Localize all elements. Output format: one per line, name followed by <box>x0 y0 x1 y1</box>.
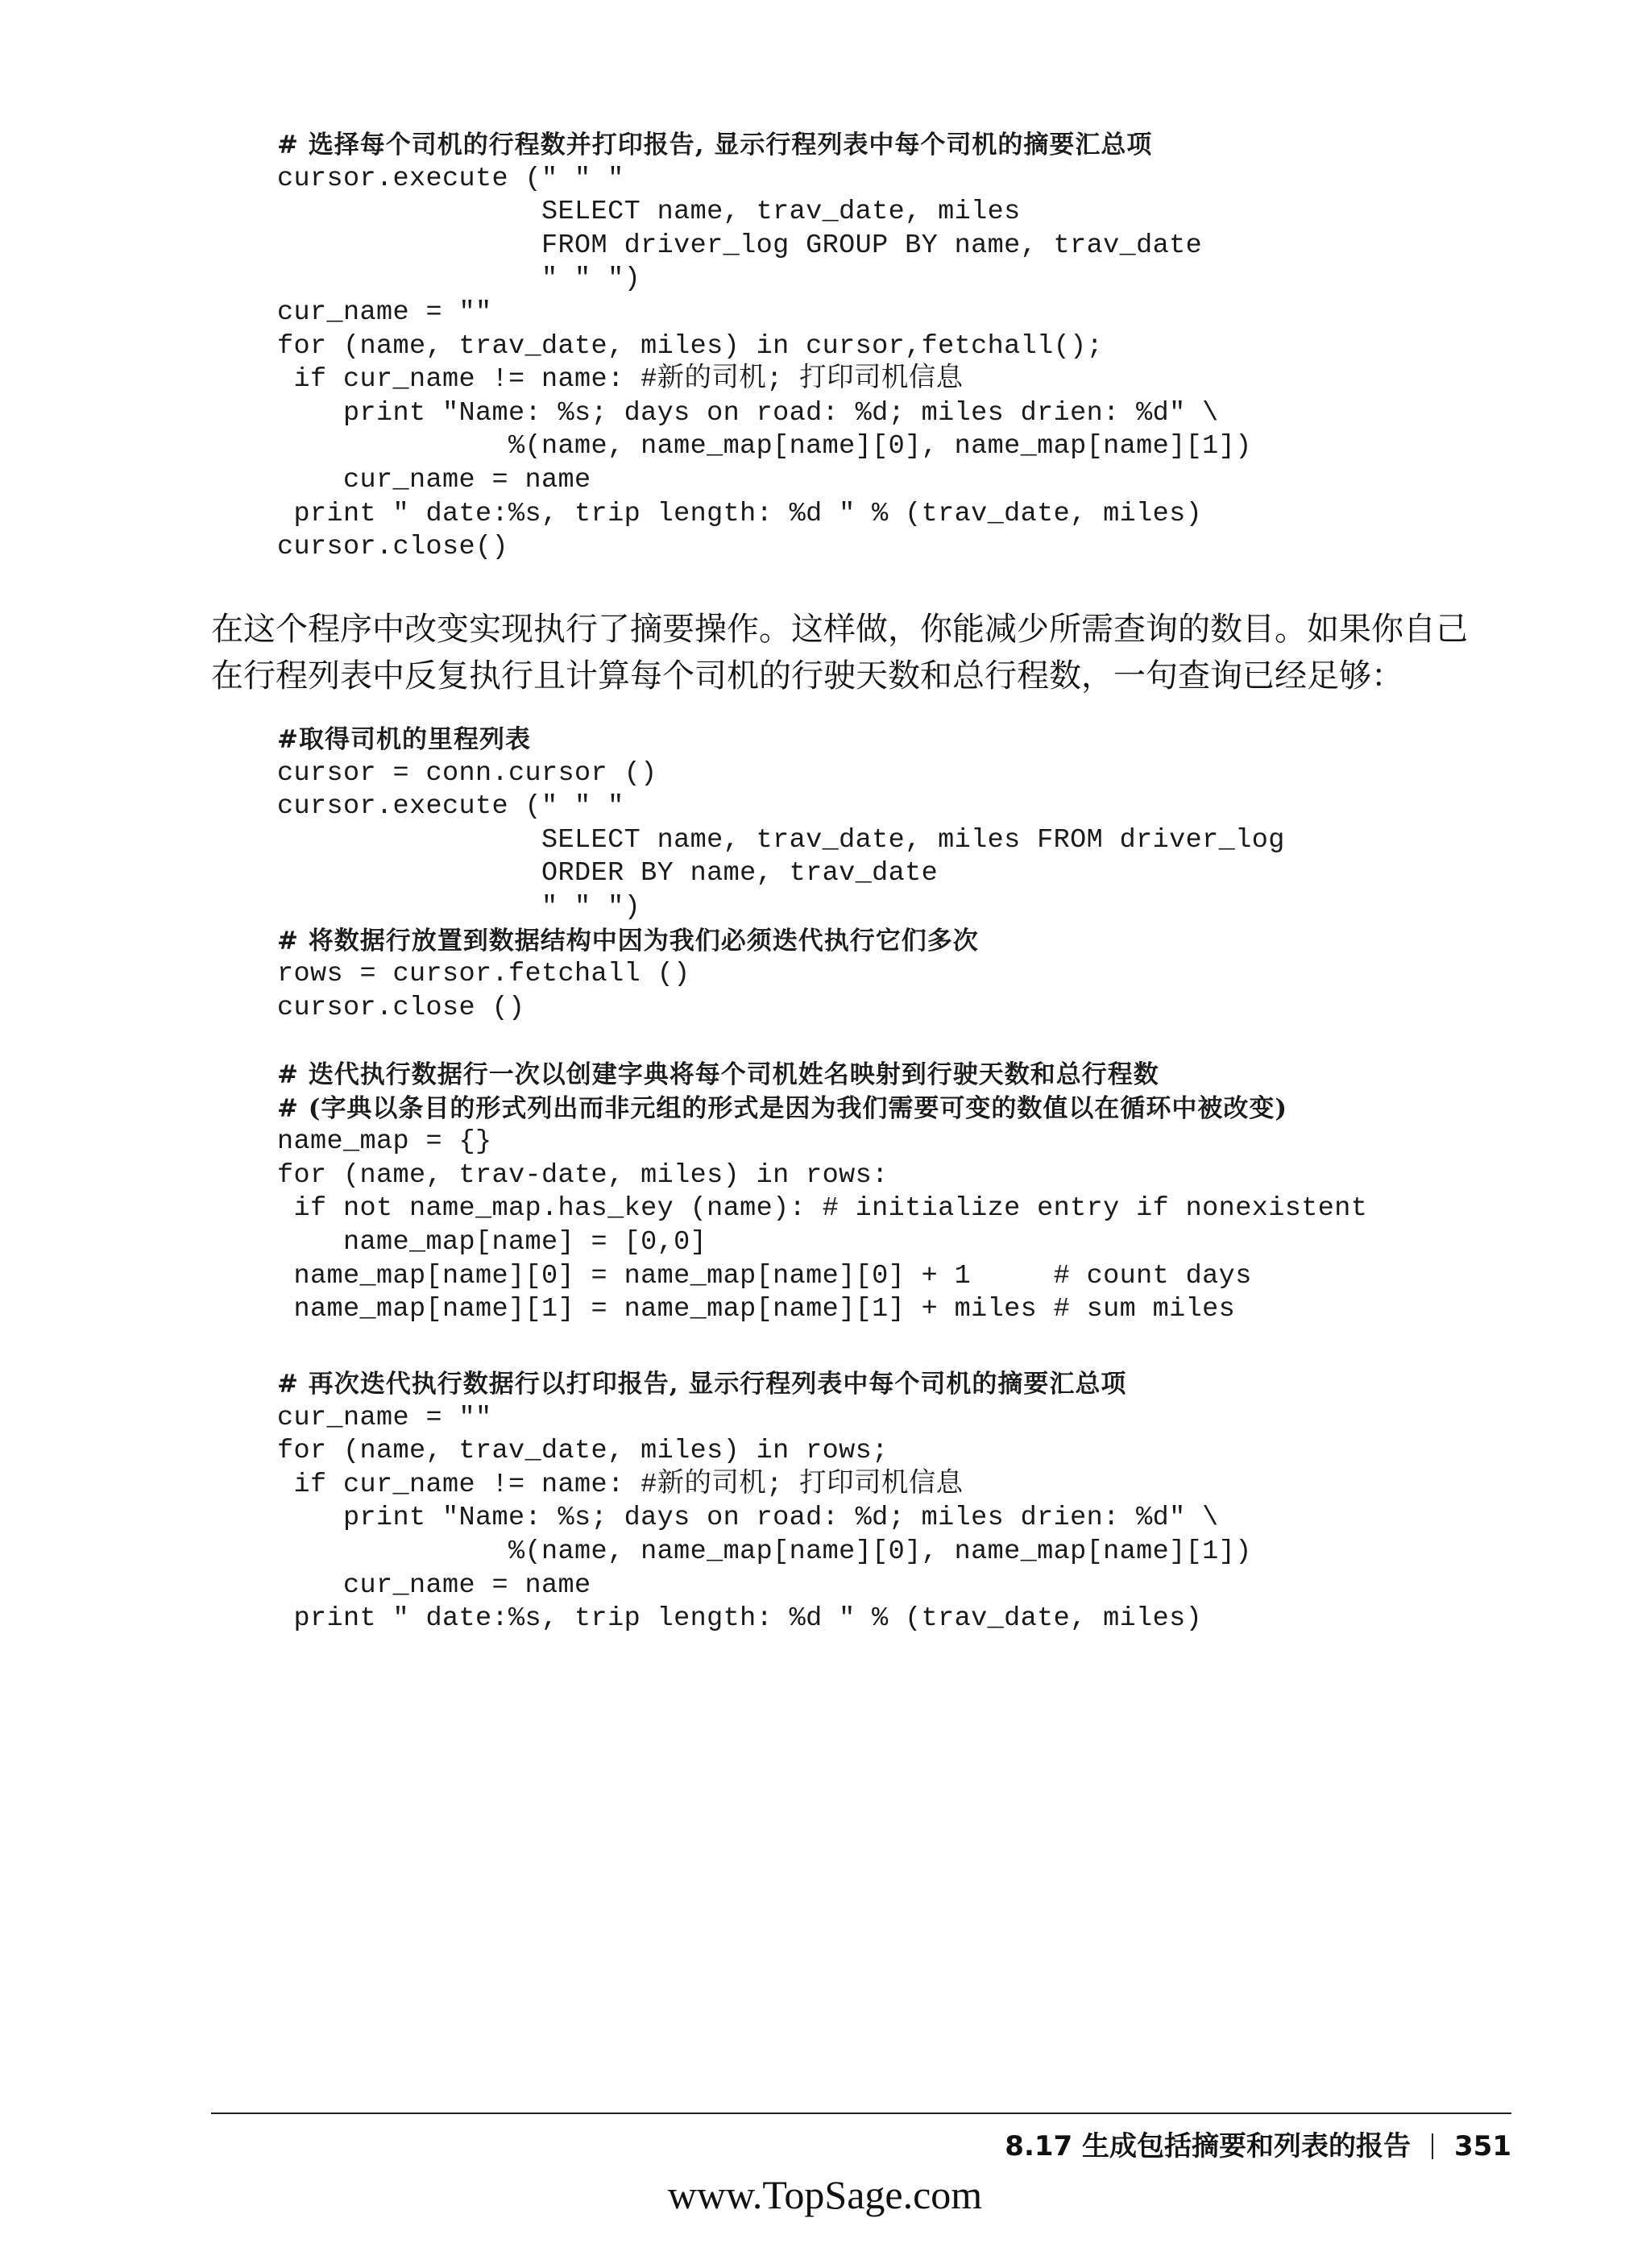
section-title: 8.17 生成包括摘要和列表的报告 <box>1005 2130 1412 2162</box>
code-line: print "Name: %s; days on road: %d; miles drien: %d" \ <box>277 397 1219 429</box>
code-block-1 <box>277 129 1252 565</box>
code-comment-line: # 将数据行放置到数据结构中因为我们必须迭代执行它们多次 <box>277 926 979 956</box>
code-line: print " date:%s, trip length: %d " % (trav_date, miles) <box>277 498 1203 529</box>
code-line: cur_name = "" <box>277 1402 492 1433</box>
code-line: name_map[name][1] = name_map[name][1] + miles # sum miles <box>277 1294 1236 1325</box>
code-line: cursor.execute (" " " <box>277 791 624 823</box>
code-line: SELECT name, trav_date, miles FROM driver_log <box>277 824 1285 856</box>
code-line: print "Name: %s; days on road: %d; miles drien: %d" \ <box>277 1503 1219 1534</box>
footer-separator <box>1432 2133 1433 2159</box>
watermark-url: www.TopSage.com <box>667 2172 983 2217</box>
code-line: ORDER BY name, trav_date <box>277 858 939 889</box>
code-line: name_map[name] = [0,0] <box>277 1226 707 1258</box>
running-footer <box>1005 2124 1511 2163</box>
code-line: for (name, trav-date, miles) in rows: <box>277 1159 889 1191</box>
code-block-4 <box>277 1368 1252 1636</box>
page-number: 351 <box>1454 2130 1511 2162</box>
code-line: cur_name = "" <box>277 296 492 328</box>
code-line: " " ") <box>277 891 641 923</box>
code-comment-line: # 选择每个司机的行程数并打印报告, 显示行程列表中每个司机的摘要汇总项 <box>277 131 1153 160</box>
paragraph-line: 在行程列表中反复执行且计算每个司机的行驶天数和总行程数，一句查询已经足够： <box>211 657 1403 694</box>
code-line: print " date:%s, trip length: %d " % (trav_date, miles) <box>277 1603 1203 1635</box>
code-line: cursor = conn.cursor () <box>277 757 657 789</box>
code-line: rows = cursor.fetchall () <box>277 959 690 990</box>
code-line: " " ") <box>277 263 641 295</box>
paragraph-line: 在这个程序中改变实现执行了摘要操作。这样做，你能减少所需查询的数目。如果你自己 <box>211 611 1468 648</box>
code-line: cursor.close() <box>277 532 509 563</box>
code-line: if not name_map.has_key (name): # initialize entry if nonexistent <box>277 1193 1368 1225</box>
body-paragraph <box>211 606 1500 699</box>
code-comment-line: # (字典以条目的形式列出而非元组的形式是因为我们需要可变的数值以在循环中被改变) <box>277 1093 1288 1123</box>
code-line: cursor.close () <box>277 992 525 1023</box>
code-comment-line: # 迭代执行数据行一次以创建字典将每个司机姓名映射到行驶天数和总行程数 <box>277 1060 1159 1089</box>
code-line: SELECT name, trav_date, miles <box>277 197 1021 228</box>
code-line: for (name, trav_date, miles) in rows; <box>277 1436 889 1467</box>
code-line: name_map = {} <box>277 1126 492 1158</box>
footer-rule <box>211 2113 1511 2114</box>
code-line: cursor.execute (" " " <box>277 163 624 194</box>
code-line: for (name, trav_date, miles) in cursor,fetchall(); <box>277 330 1104 362</box>
code-comment-line: # 再次迭代执行数据行以打印报告, 显示行程列表中每个司机的摘要汇总项 <box>277 1370 1127 1399</box>
code-line: name_map[name][0] = name_map[name][0] + 1 # count days <box>277 1260 1252 1292</box>
code-comment-line: #取得司机的里程列表 <box>277 725 531 754</box>
code-line: if cur_name != name: #新的司机; 打印司机信息 <box>277 1469 964 1500</box>
code-line: %(name, name_map[name][0], name_map[name][1]) <box>277 1536 1252 1567</box>
code-line: cur_name = name <box>277 464 591 495</box>
code-block-2 <box>277 724 1285 1025</box>
code-block-3 <box>277 1059 1367 1327</box>
code-line: if cur_name != name: #新的司机; 打印司机信息 <box>277 364 964 396</box>
code-line: %(name, name_map[name][0], name_map[name][1]) <box>277 431 1252 462</box>
code-line: FROM driver_log GROUP BY name, trav_date <box>277 230 1203 261</box>
code-line: cur_name = name <box>277 1569 591 1601</box>
